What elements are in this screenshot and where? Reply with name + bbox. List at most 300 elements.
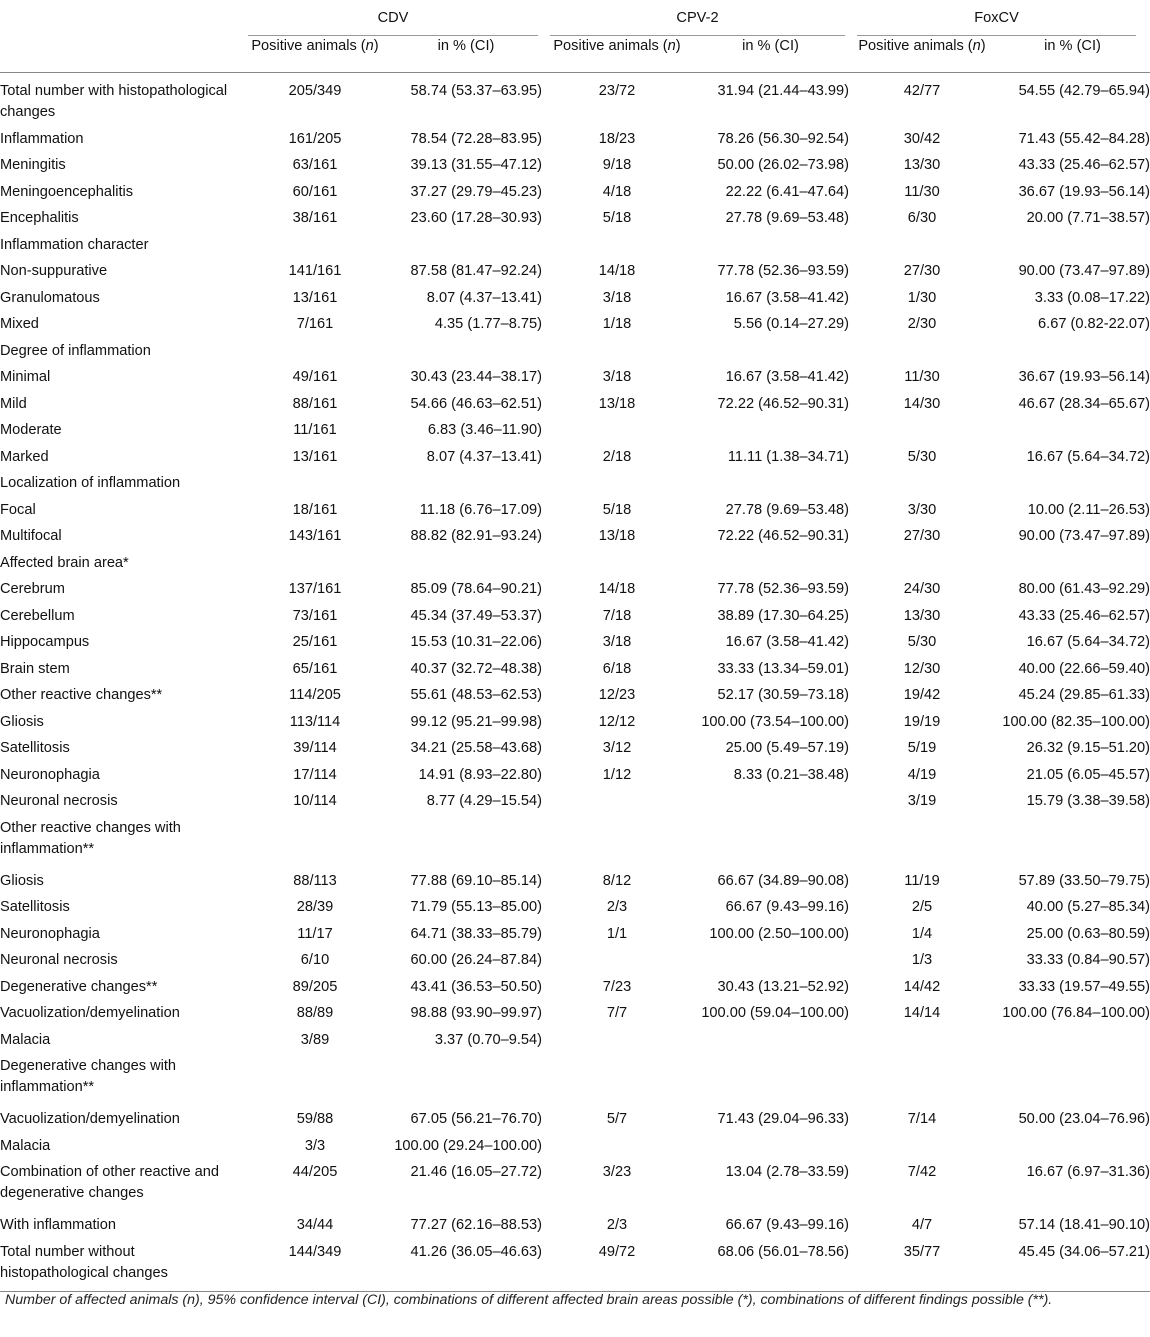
foxcv-percent-cell (995, 232, 1150, 259)
table-row (0, 444, 1150, 471)
foxcv-percent-cell: 100.00 (76.84–100.00) (1002, 1005, 1150, 1021)
foxcv-percent-cell: 3.33 (0.08–17.22) (1034, 289, 1150, 306)
foxcv-percent-cell: 25.00 (0.63–80.59) (1026, 925, 1150, 942)
foxcv-positive-cell: 14/30 (903, 395, 941, 412)
row-label: Moderate (0, 422, 62, 438)
foxcv-positive-cell: 11/30 (904, 369, 940, 385)
cdv-positive-cell: 63/161 (292, 157, 338, 173)
table-row (0, 497, 1150, 524)
cdv-percent-cell: 98.88 (93.90–99.97) (410, 1005, 542, 1021)
group-header-cpv2: CPV-2 (542, 8, 849, 36)
cdv-percent-cell (390, 1053, 542, 1106)
cdv-percent-cell (390, 815, 542, 868)
cdv-positive-cell: 89/205 (292, 978, 338, 995)
foxcv-positive-cell (849, 338, 995, 365)
cpv2-positive-cell: 3/23 (602, 1164, 632, 1180)
foxcv-positive-cell: 2/30 (907, 316, 937, 332)
foxcv-positive-cell: 3/30 (907, 501, 937, 518)
cpv2-positive-cell: 1/18 (602, 316, 632, 332)
table-row (0, 921, 1150, 948)
foxcv-positive-cell: 13/30 (903, 157, 941, 173)
row-label: Marked (0, 448, 49, 465)
cpv2-percent-cell (692, 788, 849, 815)
cpv2-positive-cell: 3/18 (602, 369, 632, 385)
row-label: Combination of other reactive and degenerative changes (0, 1164, 220, 1201)
cdv-positive-cell: 73/161 (292, 607, 338, 624)
foxcv-percent-cell: 10.00 (2.11–26.53) (1027, 501, 1150, 518)
cpv2-percent-cell: 11.11 (1.38–34.71) (727, 448, 849, 465)
foxcv-percent-cell: 57.14 (18.41–90.10) (1018, 1217, 1150, 1233)
table-row (0, 1053, 1150, 1106)
table-row (0, 815, 1150, 868)
table-row (0, 523, 1150, 550)
cdv-positive-cell: 25/161 (292, 634, 338, 650)
row-label: Multifocal (0, 528, 62, 544)
cpv2-positive-cell: 18/23 (598, 130, 636, 147)
cdv-positive-cell: 113/114 (289, 713, 341, 730)
cdv-positive-cell: 3/89 (300, 1031, 330, 1048)
row-label: Neuronal necrosis (0, 952, 118, 968)
foxcv-positive-cell: 1/4 (911, 925, 933, 942)
cpv2-percent-cell: 33.33 (13.34–59.01) (717, 660, 849, 677)
cpv2-positive-cell: 49/72 (542, 1239, 692, 1292)
cpv2-positive-cell: 4/18 (602, 183, 632, 200)
cpv2-positive-cell: 5/18 (602, 501, 632, 518)
row-label: Minimal (0, 369, 51, 385)
row-label: Non-suppurative (0, 263, 108, 279)
cpv2-percent-cell (692, 232, 849, 259)
cdv-positive-cell: 144/349 (240, 1239, 390, 1292)
cpv2-percent-cell: 25.00 (5.49–57.19) (725, 740, 849, 756)
row-label: Neuronophagia (0, 766, 100, 783)
cdv-percent-cell: 100.00 (29.24–100.00) (394, 1137, 542, 1154)
foxcv-percent-cell (995, 338, 1150, 365)
row-label: Mixed (0, 316, 39, 332)
cpv2-percent-cell: 77.78 (52.36–93.59) (717, 263, 849, 279)
cpv2-positive-cell: 14/18 (598, 263, 636, 279)
cpv2-percent-cell: 66.67 (34.89–90.08) (717, 872, 849, 889)
cpv2-positive-cell: 12/23 (598, 687, 636, 703)
cpv2-percent-cell: 13.04 (2.78–33.59) (725, 1164, 849, 1180)
cpv2-percent-cell: 16.67 (3.58–41.42) (725, 369, 849, 385)
cdv-positive-cell: 114/205 (289, 687, 341, 703)
foxcv-percent-cell: 16.67 (5.64–34.72) (1026, 448, 1150, 465)
foxcv-percent-cell: 36.67 (19.93–56.14) (1018, 369, 1150, 385)
table-row (0, 974, 1150, 1001)
row-label: Total number without histopathological changes (0, 1239, 240, 1292)
row-label: Focal (0, 501, 36, 518)
foxcv-positive-cell: 3/19 (907, 793, 937, 809)
cdv-positive-cell: 137/161 (288, 581, 342, 597)
table-row (0, 73, 1150, 126)
row-label: Other reactive changes with inflammation** (0, 819, 181, 857)
cdv-percent-cell: 34.21 (25.58–43.68) (410, 740, 542, 756)
cpv2-positive-cell (542, 815, 692, 868)
foxcv-positive-cell: 4/7 (911, 1217, 933, 1233)
foxcv-percent-cell: 54.55 (42.79–65.94) (1018, 83, 1150, 99)
cpv2-percent-cell: 22.22 (6.41–47.64) (725, 183, 849, 200)
foxcv-positive-cell: 14/42 (903, 978, 941, 995)
foxcv-percent-cell: 36.67 (19.93–56.14) (1018, 183, 1150, 200)
cdv-positive-cell: 17/114 (293, 766, 337, 783)
cpv2-percent-cell (692, 1027, 849, 1054)
cdv-percent-cell: 78.54 (72.28–83.95) (410, 130, 542, 147)
cdv-percent-cell: 45.34 (37.49–53.37) (410, 607, 542, 624)
row-label: Cerebrum (0, 581, 65, 597)
cpv2-percent-cell (692, 1133, 849, 1160)
row-label: Encephalitis (0, 210, 79, 226)
cdv-percent-cell: 85.09 (78.64–90.21) (410, 581, 542, 597)
cdv-percent-cell (390, 232, 542, 259)
cpv2-positive-cell (542, 947, 692, 974)
col-header-percent: in % (CI) (390, 36, 542, 73)
cpv2-percent-cell: 8.33 (0.21–38.48) (733, 766, 849, 783)
cpv2-positive-cell (542, 1053, 692, 1106)
cpv2-positive-cell: 5/7 (606, 1111, 628, 1127)
cdv-percent-cell: 77.88 (69.10–85.14) (410, 872, 542, 889)
foxcv-positive-cell: 5/19 (907, 740, 937, 756)
foxcv-percent-cell: 43.33 (25.46–62.57) (1018, 157, 1150, 173)
foxcv-percent-cell: 15.79 (3.38–39.58) (1026, 793, 1150, 809)
cpv2-positive-cell: 13/18 (598, 395, 636, 412)
foxcv-percent-cell (995, 1027, 1150, 1054)
table-row (0, 894, 1150, 921)
cdv-percent-cell: 41.26 (36.05–46.63) (390, 1239, 542, 1292)
cdv-positive-cell: 38/161 (292, 210, 338, 226)
cdv-positive-cell (240, 338, 390, 365)
cpv2-positive-cell (542, 232, 692, 259)
results-table (0, 8, 1150, 1292)
foxcv-positive-cell: 24/30 (903, 581, 941, 597)
cpv2-positive-cell (542, 788, 692, 815)
cpv2-percent-cell (692, 947, 849, 974)
cpv2-percent-cell: 66.67 (9.43–99.16) (725, 1217, 849, 1233)
foxcv-positive-cell: 14/14 (903, 1005, 941, 1021)
foxcv-percent-cell: 40.00 (5.27–85.34) (1026, 899, 1150, 915)
foxcv-positive-cell: 27/30 (903, 528, 941, 544)
cdv-positive-cell: 59/88 (296, 1111, 334, 1127)
cpv2-percent-cell (692, 338, 849, 365)
foxcv-positive-cell: 13/30 (903, 607, 941, 624)
cpv2-percent-cell: 100.00 (2.50–100.00) (709, 925, 849, 942)
row-label: Other reactive changes** (0, 687, 163, 703)
col-header-percent: in % (CI) (995, 36, 1150, 73)
cdv-positive-cell: 60/161 (292, 183, 338, 200)
foxcv-percent-cell: 90.00 (73.47–97.89) (1018, 528, 1150, 544)
cdv-percent-cell: 64.71 (38.33–85.79) (410, 925, 542, 942)
table-row (0, 1212, 1150, 1239)
table-row (0, 364, 1150, 391)
foxcv-percent-cell: 21.05 (6.05–45.57) (1026, 766, 1150, 783)
table-row (0, 1027, 1150, 1054)
row-label: Vacuolization/demyelination (0, 1111, 180, 1127)
row-label: With inflammation (0, 1217, 116, 1233)
foxcv-positive-cell (849, 815, 995, 868)
cdv-percent-cell: 8.07 (4.37–13.41) (426, 448, 542, 465)
foxcv-percent-cell: 46.67 (28.34–65.67) (1018, 395, 1150, 412)
foxcv-positive-cell: 7/42 (907, 1164, 937, 1180)
cpv2-percent-cell: 30.43 (13.21–52.92) (717, 978, 849, 995)
table-row (0, 285, 1150, 312)
header-label-blank (0, 36, 240, 73)
cdv-positive-cell: 49/161 (292, 369, 338, 385)
foxcv-percent-cell (995, 417, 1150, 444)
cpv2-positive-cell (542, 550, 692, 577)
foxcv-positive-cell: 11/19 (904, 872, 940, 889)
cpv2-percent-cell: 100.00 (59.04–100.00) (701, 1005, 849, 1021)
table-row (0, 629, 1150, 656)
group-header-foxcv: FoxCV (849, 8, 1150, 36)
table-row (0, 179, 1150, 206)
cdv-percent-cell: 21.46 (16.05–27.72) (410, 1164, 542, 1180)
foxcv-positive-cell: 35/77 (849, 1239, 995, 1292)
foxcv-positive-cell: 1/30 (907, 289, 937, 306)
cpv2-percent-cell: 68.06 (56.01–78.56) (692, 1239, 849, 1292)
cdv-positive-cell: 65/161 (292, 660, 338, 677)
cdv-positive-cell: 161/205 (288, 130, 342, 147)
row-label: Gliosis (0, 713, 44, 730)
cpv2-percent-cell: 72.22 (46.52–90.31) (717, 395, 849, 412)
row-label: Inflammation character (0, 236, 149, 253)
cpv2-positive-cell: 13/18 (598, 528, 636, 544)
cdv-percent-cell: 11.18 (6.76–17.09) (419, 501, 542, 518)
foxcv-positive-cell: 19/42 (903, 687, 941, 703)
foxcv-positive-cell: 1/3 (911, 952, 933, 968)
foxcv-percent-cell: 20.00 (7.71–38.57) (1026, 210, 1150, 226)
col-header-percent: in % (CI) (692, 36, 849, 73)
cdv-percent-cell: 58.74 (53.37–63.95) (410, 83, 542, 99)
cdv-positive-cell: 3/3 (304, 1137, 326, 1154)
cdv-positive-cell (240, 232, 390, 259)
cpv2-positive-cell (542, 470, 692, 497)
row-label: Neuronal necrosis (0, 793, 118, 809)
cpv2-percent-cell (692, 417, 849, 444)
cpv2-positive-cell: 5/18 (602, 210, 632, 226)
cpv2-positive-cell: 7/23 (602, 978, 632, 995)
foxcv-positive-cell: 30/42 (903, 130, 941, 147)
cpv2-positive-cell: 14/18 (598, 581, 636, 597)
cdv-positive-cell (240, 470, 390, 497)
cpv2-percent-cell: 50.00 (26.02–73.98) (717, 157, 849, 173)
cpv2-positive-cell: 7/18 (602, 607, 632, 624)
cpv2-percent-cell (692, 1053, 849, 1106)
cpv2-percent-cell (692, 470, 849, 497)
column-header-row (0, 36, 1150, 73)
cpv2-percent-cell: 16.67 (3.58–41.42) (725, 289, 849, 306)
cpv2-positive-cell: 8/12 (602, 872, 632, 889)
cdv-percent-cell: 37.27 (29.79–45.23) (410, 183, 542, 200)
row-label: Brain stem (0, 660, 70, 677)
row-label: Malacia (0, 1137, 51, 1154)
cpv2-percent-cell: 78.26 (56.30–92.54) (717, 130, 849, 147)
foxcv-positive-cell: 2/5 (911, 899, 933, 915)
table-row (0, 152, 1150, 179)
cdv-percent-cell: 87.58 (81.47–92.24) (410, 263, 542, 279)
cpv2-positive-cell: 2/18 (602, 448, 632, 465)
foxcv-percent-cell: 16.67 (6.97–31.36) (1026, 1164, 1150, 1180)
cpv2-positive-cell: 7/7 (606, 1005, 628, 1021)
cpv2-positive-cell: 9/18 (602, 157, 632, 173)
row-label: Degree of inflammation (0, 342, 151, 359)
table-row (0, 258, 1150, 285)
cpv2-positive-cell: 3/18 (602, 289, 632, 306)
foxcv-percent-cell: 100.00 (82.35–100.00) (1002, 713, 1150, 730)
cpv2-percent-cell: 100.00 (73.54–100.00) (701, 713, 849, 730)
table-row (0, 656, 1150, 683)
cdv-percent-cell: 8.07 (4.37–13.41) (426, 289, 542, 306)
cdv-percent-cell: 60.00 (26.24–87.84) (410, 952, 542, 968)
foxcv-percent-cell: 16.67 (5.64–34.72) (1026, 634, 1150, 650)
table-row (0, 338, 1150, 365)
table-row (0, 709, 1150, 736)
row-label: Localization of inflammation (0, 475, 181, 491)
table-row (0, 682, 1150, 709)
cpv2-positive-cell (542, 1027, 692, 1054)
cdv-positive-cell: 88/161 (292, 395, 338, 412)
cpv2-percent-cell: 71.43 (29.04–96.33) (717, 1111, 849, 1127)
cdv-percent-cell: 39.13 (31.55–47.12) (410, 157, 542, 173)
table-row (0, 550, 1150, 577)
cpv2-percent-cell: 77.78 (52.36–93.59) (717, 581, 849, 597)
row-label: Mild (0, 395, 27, 412)
cdv-positive-cell: 13/161 (292, 448, 338, 465)
row-label: Total number with histopathological changes (0, 83, 228, 120)
cpv2-percent-cell: 66.67 (9.43–99.16) (725, 899, 849, 915)
table-row (0, 470, 1150, 497)
cdv-positive-cell: 44/205 (292, 1164, 338, 1180)
table-footnote: Number of affected animals (n), 95% confidence interval (CI), combinations of different affected brain areas possible (*), combinations of different findings possible (**). (5, 1292, 1053, 1308)
cpv2-positive-cell: 23/72 (598, 83, 636, 99)
cdv-percent-cell (390, 338, 542, 365)
foxcv-positive-cell (849, 1027, 995, 1054)
col-header-positive: Positive animals (n) (240, 36, 390, 73)
foxcv-positive-cell (849, 1133, 995, 1160)
cdv-percent-cell: 30.43 (23.44–38.17) (410, 369, 542, 385)
table-row (0, 1159, 1150, 1212)
cdv-positive-cell: 205/349 (288, 83, 342, 99)
cpv2-positive-cell (542, 338, 692, 365)
foxcv-percent-cell: 43.33 (25.46–62.57) (1018, 607, 1150, 624)
row-label: Degenerative changes with inflammation** (0, 1058, 177, 1095)
row-label: Meningoencephalitis (0, 183, 134, 200)
cpv2-percent-cell: 52.17 (30.59–73.18) (717, 687, 849, 703)
foxcv-percent-cell: 40.00 (22.66–59.40) (1018, 660, 1150, 677)
table-row (0, 205, 1150, 232)
row-label: Gliosis (0, 872, 44, 889)
cpv2-percent-cell: 27.78 (9.69–53.48) (725, 501, 849, 518)
cdv-positive-cell: 13/161 (292, 289, 338, 306)
foxcv-positive-cell (849, 417, 995, 444)
table-row (0, 1000, 1150, 1027)
row-label: Meningitis (0, 157, 66, 173)
cdv-percent-cell: 23.60 (17.28–30.93) (410, 210, 542, 226)
cpv2-positive-cell: 12/12 (598, 713, 636, 730)
foxcv-percent-cell: 6.67 (0.82-22.07) (1038, 316, 1150, 332)
cdv-percent-cell (390, 550, 542, 577)
cpv2-positive-cell: 3/18 (602, 634, 632, 650)
table-row (0, 232, 1150, 259)
cdv-percent-cell: 4.35 (1.77–8.75) (434, 316, 542, 332)
cdv-percent-cell: 6.83 (3.46–11.90) (427, 422, 542, 438)
row-label: Granulomatous (0, 289, 100, 306)
cdv-positive-cell (240, 550, 390, 577)
foxcv-positive-cell: 6/30 (907, 210, 937, 226)
cpv2-positive-cell: 2/3 (606, 899, 628, 915)
cpv2-percent-cell: 31.94 (21.44–43.99) (717, 83, 849, 99)
foxcv-positive-cell: 27/30 (903, 263, 941, 279)
row-label: Malacia (0, 1031, 51, 1048)
cdv-percent-cell: 14.91 (8.93–22.80) (418, 766, 542, 783)
cdv-percent-cell: 3.37 (0.70–9.54) (434, 1031, 542, 1048)
cdv-positive-cell: 11/161 (293, 422, 337, 438)
cdv-positive-cell (240, 1053, 390, 1106)
cpv2-percent-cell: 16.67 (3.58–41.42) (725, 634, 849, 650)
row-label: Hippocampus (0, 634, 90, 650)
cdv-positive-cell: 39/114 (293, 740, 337, 756)
row-label: Neuronophagia (0, 925, 100, 942)
cdv-positive-cell: 10/114 (293, 793, 337, 809)
cdv-positive-cell: 18/161 (292, 501, 338, 518)
cpv2-percent-cell: 27.78 (9.69–53.48) (725, 210, 849, 226)
row-label: Satellitosis (0, 899, 70, 915)
foxcv-positive-cell: 7/14 (907, 1111, 937, 1127)
table-row (0, 868, 1150, 895)
cpv2-percent-cell (692, 550, 849, 577)
table-row (0, 1106, 1150, 1133)
cdv-positive-cell: 6/10 (300, 952, 330, 968)
foxcv-percent-cell: 45.24 (29.85–61.33) (1018, 687, 1150, 703)
table-row (0, 1133, 1150, 1160)
col-header-positive: Positive animals (n) (542, 36, 692, 73)
foxcv-positive-cell: 5/30 (907, 448, 937, 465)
foxcv-positive-cell (849, 1053, 995, 1106)
col-header-positive: Positive animals (n) (849, 36, 995, 73)
cpv2-positive-cell (542, 417, 692, 444)
foxcv-positive-cell (849, 232, 995, 259)
cdv-percent-cell: 67.05 (56.21–76.70) (410, 1111, 542, 1127)
cpv2-positive-cell (542, 1133, 692, 1160)
cdv-positive-cell: 7/161 (296, 316, 334, 332)
cdv-percent-cell: 99.12 (95.21–99.98) (410, 713, 542, 730)
foxcv-percent-cell: 90.00 (73.47–97.89) (1018, 263, 1150, 279)
foxcv-positive-cell: 19/19 (903, 713, 941, 730)
row-label: Degenerative changes** (0, 978, 158, 995)
cdv-positive-cell: 28/39 (296, 899, 334, 915)
cpv2-percent-cell (692, 815, 849, 868)
cpv2-positive-cell: 1/1 (606, 925, 628, 942)
row-label: Inflammation (0, 130, 84, 147)
cdv-positive-cell: 88/89 (296, 1005, 334, 1021)
foxcv-percent-cell: 80.00 (61.43–92.29) (1018, 581, 1150, 597)
foxcv-percent-cell (995, 470, 1150, 497)
cpv2-positive-cell: 2/3 (606, 1217, 628, 1233)
cdv-percent-cell: 54.66 (46.63–62.51) (410, 395, 542, 412)
foxcv-positive-cell: 42/77 (903, 83, 941, 99)
cpv2-percent-cell: 38.89 (17.30–64.25) (717, 607, 849, 624)
table-row (0, 311, 1150, 338)
cdv-percent-cell: 88.82 (82.91–93.24) (410, 528, 542, 544)
header-blank (0, 8, 240, 36)
foxcv-positive-cell: 12/30 (903, 660, 941, 677)
cpv2-positive-cell: 1/12 (602, 766, 632, 783)
cdv-percent-cell: 55.61 (48.53–62.53) (410, 687, 542, 703)
foxcv-percent-cell: 71.43 (55.42–84.28) (1018, 130, 1150, 147)
cdv-percent-cell: 43.41 (36.53–50.50) (410, 978, 542, 995)
cdv-positive-cell: 11/17 (297, 925, 333, 942)
foxcv-percent-cell: 33.33 (0.84–90.57) (1026, 952, 1150, 968)
foxcv-percent-cell (995, 1053, 1150, 1106)
table-row (0, 947, 1150, 974)
